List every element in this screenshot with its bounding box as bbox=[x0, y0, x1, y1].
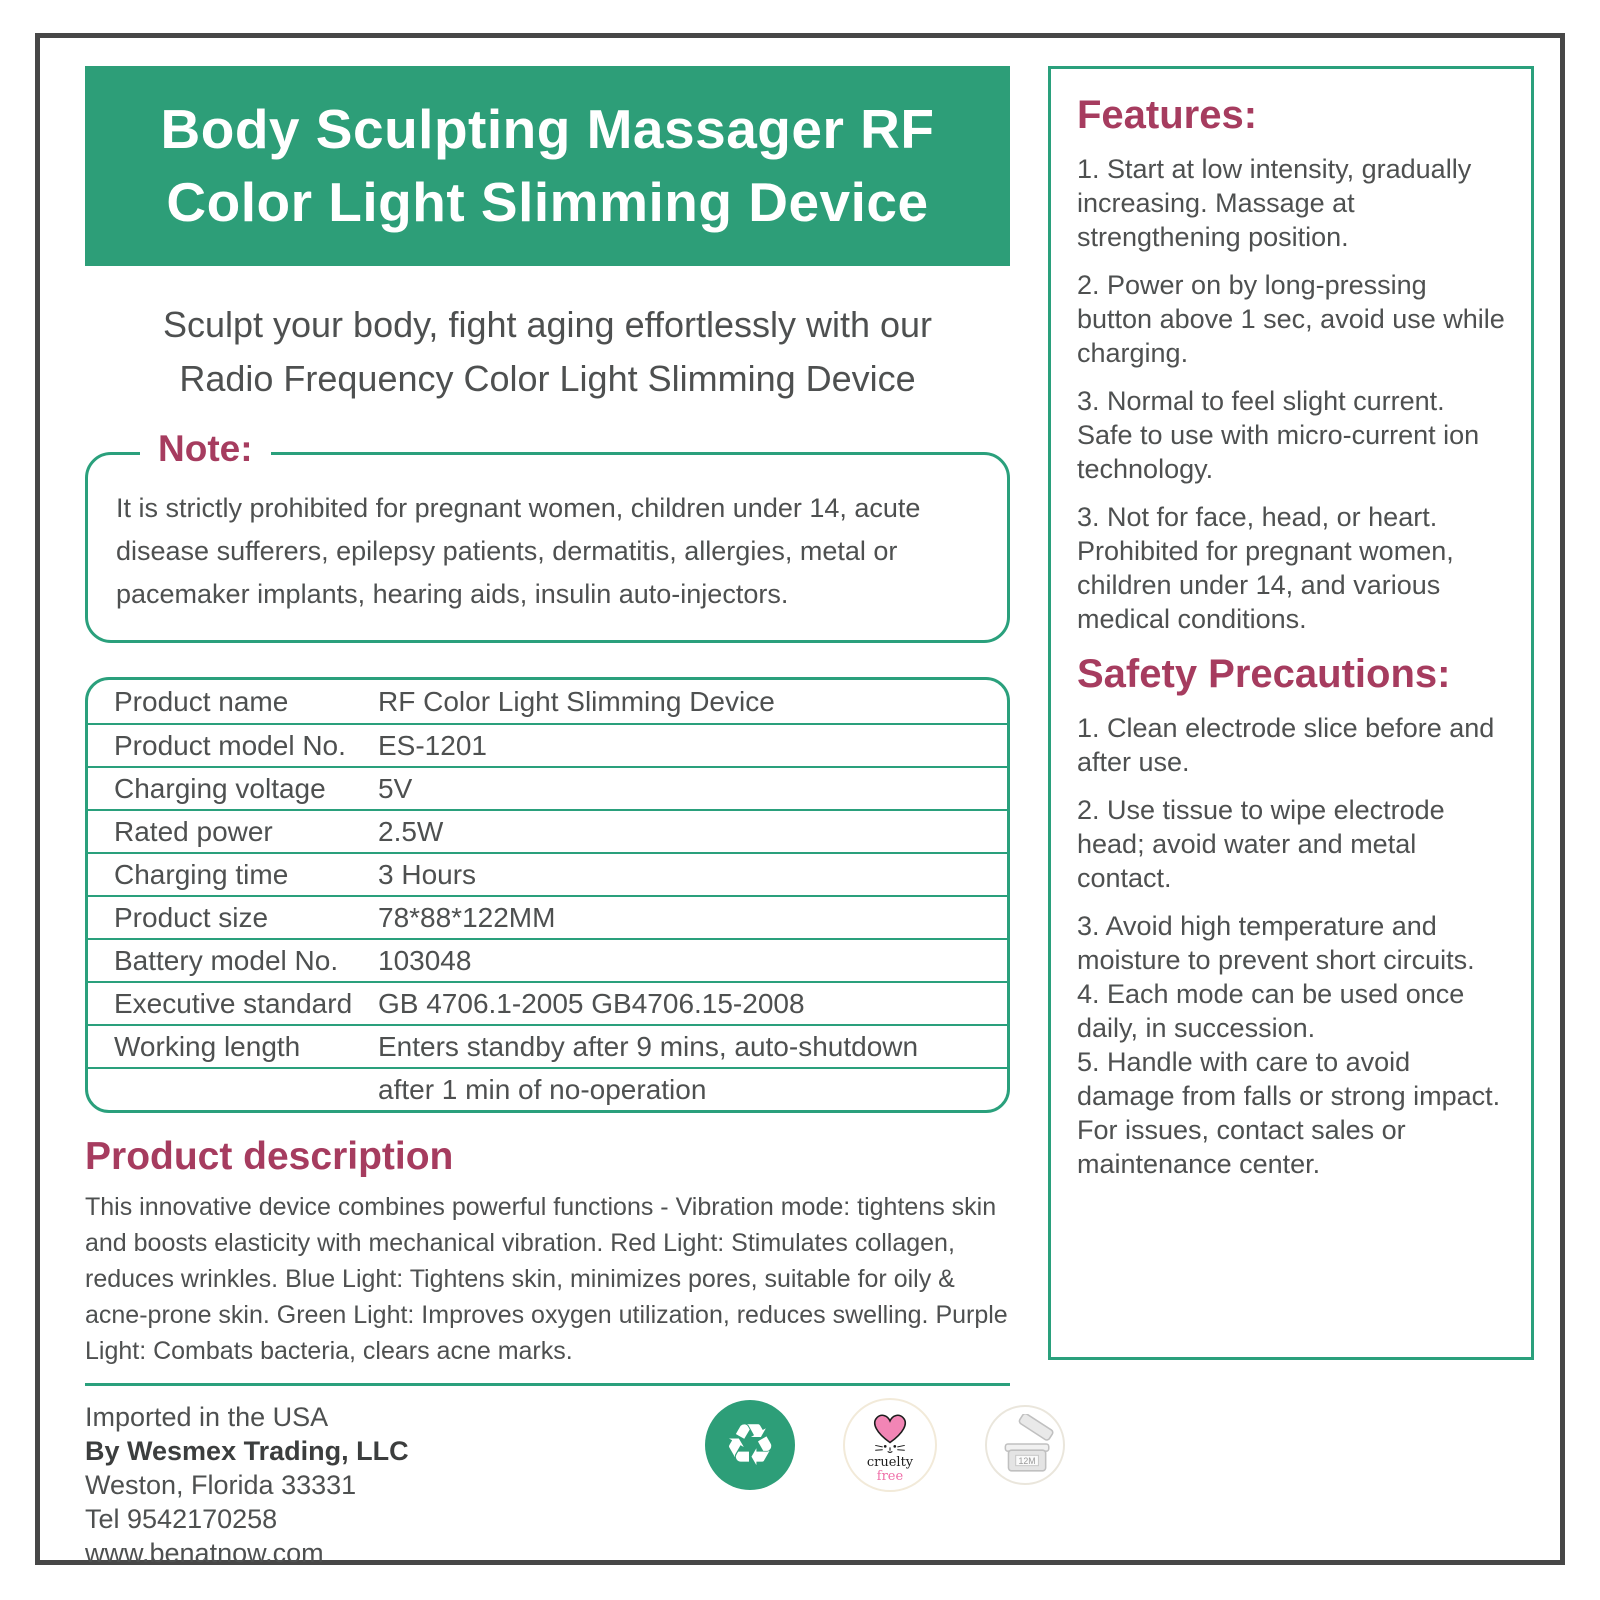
info-panel bbox=[1048, 66, 1534, 1360]
row-value: RF Color Light Slimming Device bbox=[378, 685, 775, 717]
row-value: after 1 min of no-operation bbox=[378, 1073, 707, 1105]
section-divider bbox=[85, 1383, 1010, 1386]
recycle-glyph: ♻ bbox=[724, 1411, 776, 1479]
cruelty-free-text2: free bbox=[876, 1469, 904, 1484]
safety-item: 5. Handle with care to avoid damage from falls or strong impact. For issues, contact sales or maintenance center. bbox=[1077, 1047, 1501, 1179]
product-description-heading: Product description bbox=[85, 1135, 454, 1178]
table-row bbox=[88, 766, 1007, 809]
row-label: Product model No. bbox=[114, 729, 346, 761]
subtitle bbox=[85, 298, 1010, 406]
page-title bbox=[161, 93, 935, 238]
feature-item: 1. Start at low intensity, gradually increasing. Massage at strengthening position. bbox=[1077, 154, 1472, 252]
note-label: Note: bbox=[140, 428, 271, 470]
footer-company: By Wesmex Trading, LLC bbox=[85, 1436, 409, 1466]
row-label: Executive standard bbox=[114, 987, 353, 1019]
row-label: Rated power bbox=[114, 815, 273, 847]
footer-imported: Imported in the USA bbox=[85, 1402, 329, 1432]
note-text: It is strictly prohibited for pregnant women, children under 14, acute disease sufferers, epilepsy patients, dermatitis, allergies, metal or pacemaker implants, hearing aids, insulin auto-injectors. bbox=[116, 493, 921, 609]
open-jar-icon bbox=[994, 1414, 1056, 1476]
subtitle-line1: Sculpt your body, fight aging effortlessly with our bbox=[162, 304, 933, 345]
table-row bbox=[88, 1024, 1007, 1067]
table-row bbox=[88, 680, 1007, 723]
subtitle-line2: Radio Frequency Color Light Slimming Device bbox=[179, 358, 916, 399]
table-row bbox=[88, 938, 1007, 981]
row-value: 5V bbox=[378, 772, 413, 804]
row-value: 3 Hours bbox=[378, 858, 477, 890]
safety-item: 1. Clean electrode slice before and after use. bbox=[1077, 713, 1495, 777]
table-row bbox=[88, 895, 1007, 938]
period-after-opening-label: 12M bbox=[1018, 1455, 1036, 1466]
row-value: GB 4706.1-2005 GB4706.15-2008 bbox=[378, 987, 805, 1019]
safety-item: 2. Use tissue to wipe electrode head; avoid water and metal contact. bbox=[1077, 795, 1445, 893]
safety-heading: Safety Precautions: bbox=[1077, 652, 1451, 696]
row-value: Enters standby after 9 mins, auto-shutdown bbox=[378, 1030, 919, 1062]
cruelty-free-text: cruelty bbox=[866, 1454, 914, 1470]
row-value: 103048 bbox=[378, 944, 472, 976]
row-label: Charging voltage bbox=[114, 772, 326, 804]
row-label: Working length bbox=[114, 1030, 301, 1062]
title-banner bbox=[85, 66, 1010, 266]
footer-telephone: Tel 9542170258 bbox=[85, 1504, 278, 1534]
left-column bbox=[85, 66, 1036, 1590]
page-title-line2: Color Light Slimming Device bbox=[166, 171, 929, 233]
safety-item: 3. Avoid high temperature and moisture to prevent short circuits. bbox=[1077, 911, 1475, 975]
footer bbox=[85, 1400, 1036, 1590]
features-heading: Features: bbox=[1077, 93, 1258, 137]
footer-address: Weston, Florida 33331 bbox=[85, 1470, 357, 1500]
row-label: Product name bbox=[114, 685, 289, 717]
feature-item: 2. Power on by long-pressing button above 1 sec, avoid use while charging. bbox=[1077, 270, 1505, 368]
note-box bbox=[85, 428, 1010, 643]
spec-table bbox=[85, 677, 1010, 1113]
period-after-opening-icon bbox=[985, 1405, 1065, 1485]
table-row bbox=[88, 723, 1007, 766]
row-label: Product size bbox=[114, 901, 269, 933]
feature-item: 3. Not for face, head, or heart. Prohibited for pregnant women, children under 14, and various medical conditions. bbox=[1077, 502, 1454, 634]
table-row bbox=[88, 852, 1007, 895]
row-label: Battery model No. bbox=[114, 944, 339, 976]
bunny-heart-icon bbox=[866, 1408, 914, 1456]
product-description-text: This innovative device combines powerful functions - Vibration mode: tightens skin and boosts elasticity with mechanical vibration. Red Light: Stimulates collagen, reduces wrinkles. Blue Light: Tightens skin, minimizes pores, suitable for oily & acne-prone skin. Green Light: Improves oxygen utilization, reduces swelling. Purple Light: Combats bacteria, clears acne marks. bbox=[85, 1193, 1008, 1365]
row-label: Charging time bbox=[114, 858, 289, 890]
cruelty-free-icon bbox=[843, 1398, 937, 1492]
table-row bbox=[88, 1067, 1007, 1110]
safety-item: 4. Each mode can be used once daily, in succession. bbox=[1077, 979, 1465, 1043]
row-value: 78*88*122MM bbox=[378, 901, 556, 933]
footer-website: www.benatnow.com bbox=[85, 1538, 324, 1568]
table-row bbox=[88, 809, 1007, 852]
row-value: 2.5W bbox=[378, 815, 444, 847]
recycle-icon bbox=[705, 1400, 795, 1490]
row-value: ES-1201 bbox=[378, 729, 487, 761]
table-row bbox=[88, 981, 1007, 1024]
certification-icons bbox=[705, 1398, 1065, 1492]
page-title-line1: Body Sculpting Massager RF bbox=[160, 98, 935, 161]
feature-item: 3. Normal to feel slight current. Safe to use with micro-current ion technology. bbox=[1077, 386, 1480, 484]
